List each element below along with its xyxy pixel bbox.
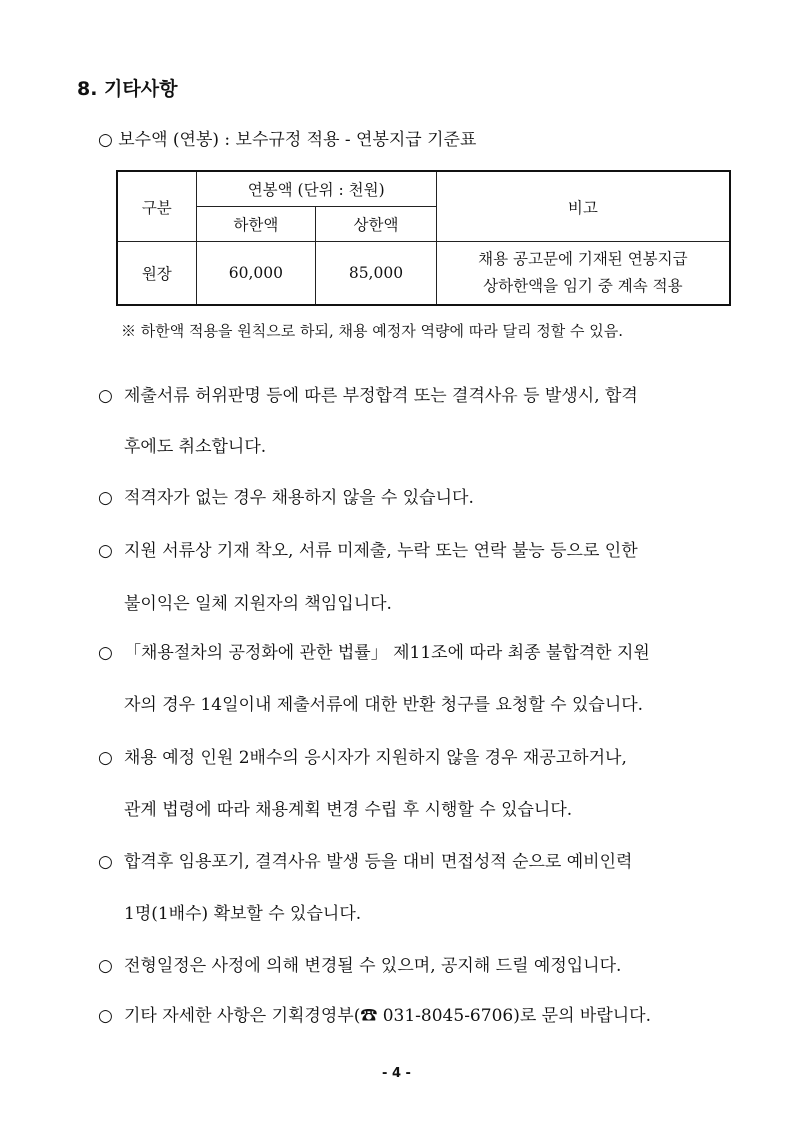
item-text: 적격자가 없는 경우 채용하지 않을 수 있습니다. (124, 488, 474, 508)
item-text: 전형일정은 사정에 의해 변경될 수 있으며, 공지해 드릴 예정입니다. (124, 956, 622, 976)
bullet: ○ (98, 488, 113, 508)
row-max-value: 85,000 (316, 242, 437, 306)
row-note-line2: 상하한액을 임기 중 계속 적용 (483, 277, 683, 295)
list-item (98, 381, 638, 406)
bullet: ○ (98, 852, 113, 872)
item-continuation: 관계 법령에 따라 채용계획 변경 수립 후 시행할 수 있습니다. (124, 800, 573, 820)
item-continuation: 후에도 취소합니다. (124, 437, 267, 457)
bullet: ○ (98, 386, 113, 406)
item-continuation: 불이익은 일체 지원자의 책임입니다. (124, 594, 392, 614)
list-item (98, 483, 474, 508)
item-text: 제출서류 허위판명 등에 따른 부정합격 또는 결격사유 등 발생시, 합격 (124, 386, 638, 406)
bullet: ○ (98, 643, 113, 663)
item-continuation: 자의 경우 14일이내 제출서류에 대한 반환 청구를 요청할 수 있습니다. (124, 695, 644, 715)
row-title: 원장 (117, 242, 196, 306)
list-item (98, 1001, 651, 1026)
page-number: - 4 - (382, 1066, 411, 1081)
row-min-value: 60,000 (196, 242, 316, 306)
list-item (98, 536, 638, 561)
item-text: 채용 예정 인원 2배수의 응시자가 지원하지 않을 경우 재공고하거나, (124, 748, 627, 768)
list-item (98, 638, 650, 663)
header-note: 비고 (436, 171, 730, 242)
header-min: 하한액 (196, 207, 316, 242)
salary-table (116, 170, 731, 306)
bullet: ○ (98, 1006, 113, 1026)
item-text: 「채용절차의 공정화에 관한 법률」 제11조에 따라 최종 불합격한 지원 (124, 643, 650, 663)
bullet: ○ (98, 956, 113, 976)
list-item (98, 951, 621, 976)
bullet: ○ (98, 748, 113, 768)
item-text: 합격후 임용포기, 결격사유 발생 등을 대비 면접성적 순으로 예비인력 (124, 852, 633, 872)
item-continuation: 1명(1배수) 확보할 수 있습니다. (124, 904, 362, 924)
row-note (436, 242, 730, 306)
bullet: ○ (98, 541, 113, 561)
list-item (98, 847, 632, 872)
salary-line: ○ 보수액 (연봉) : 보수규정 적용 - 연봉지급 기준표 (98, 130, 477, 150)
header-max: 상한액 (316, 207, 437, 242)
section-heading: 8. 기타사항 (77, 78, 178, 100)
item-text: 지원 서류상 기재 착오, 서류 미제출, 누락 또는 연락 불능 등으로 인한 (124, 541, 638, 561)
header-salary: 연봉액 (단위 : 천원) (196, 171, 436, 207)
list-item (98, 743, 627, 768)
item-text: 기타 자세한 사항은 기획경영부(☎ 031-8045-6706)로 문의 바랍니다. (124, 1006, 651, 1026)
footnote: ※ 하한액 적용을 원칙으로 하되, 채용 예정자 역량에 따라 달리 정할 수 있음. (121, 322, 623, 340)
row-note-line1: 채용 공고문에 기재된 연봉지급 (478, 250, 688, 268)
header-division: 구분 (117, 171, 196, 242)
